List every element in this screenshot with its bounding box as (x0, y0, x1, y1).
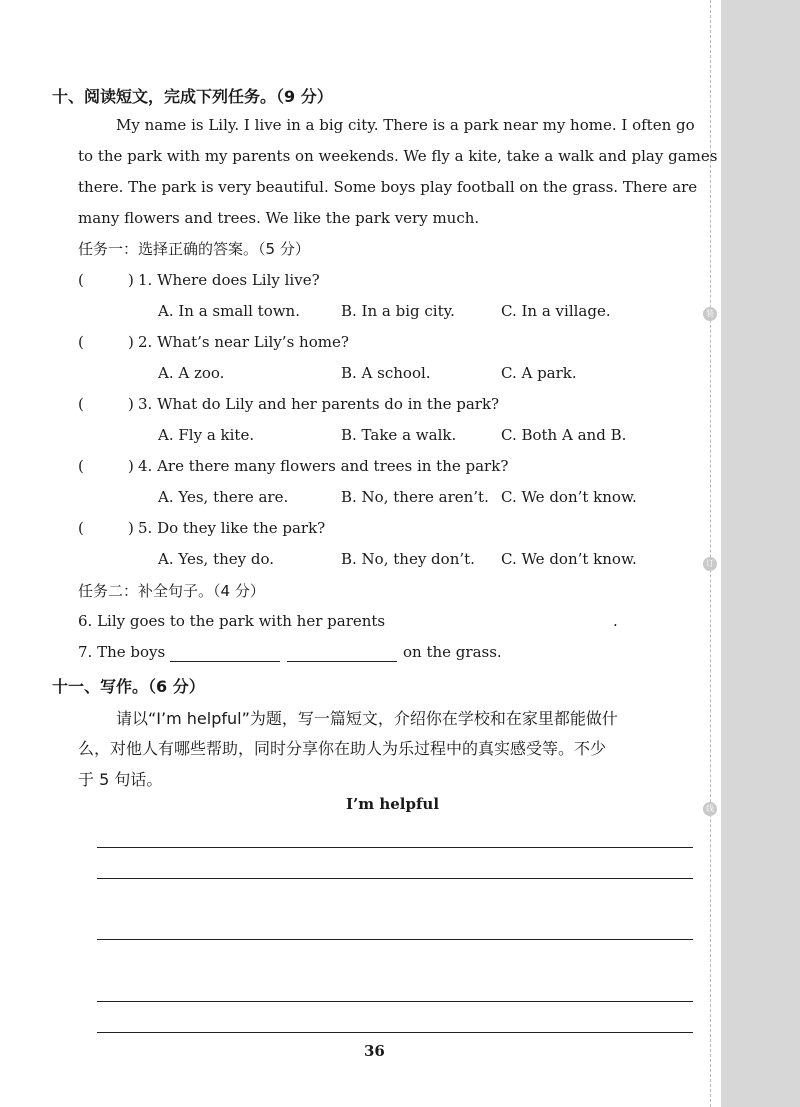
answer-paren-close: ) (128, 457, 134, 475)
option-c: C. Both A and B. (501, 426, 627, 444)
option-b: B. Take a walk. (341, 426, 457, 444)
task-2-title: 任务二：补全句子。（4 分） (78, 582, 265, 600)
answer-paren-open: ( (78, 457, 84, 475)
writing-prompt-line: 请以“I’m helpful”为题，写一篇短文，介绍你在学校和在家里都能做什 (116, 709, 618, 728)
answer-paren-open: ( (78, 519, 84, 537)
option-c: C. In a village. (501, 302, 611, 320)
binding-mark: 订 (703, 557, 717, 571)
question-text: 2. What’s near Lily’s home? (138, 333, 349, 351)
binding-mark: 线 (703, 802, 717, 816)
writing-prompt-line: 么，对他人有哪些帮助，同时分享你在助人为乐过程中的真实感受等。不少 (78, 739, 607, 758)
answer-blank[interactable] (287, 661, 397, 662)
writing-line[interactable] (97, 878, 693, 879)
section-10-title: 十、阅读短文，完成下列任务。（9 分） (52, 87, 333, 106)
writing-line[interactable] (97, 1001, 693, 1002)
option-a: A. A zoo. (158, 364, 225, 382)
page-number: 36 (364, 1042, 385, 1060)
option-a: A. In a small town. (158, 302, 300, 320)
answer-paren-close: ) (128, 395, 134, 413)
answer-paren-open: ( (78, 271, 84, 289)
answer-blank[interactable] (170, 661, 280, 662)
task-1-title: 任务一：选择正确的答案。（5 分） (78, 240, 310, 258)
essay-title: I’m helpful (346, 795, 440, 813)
answer-paren-open: ( (78, 395, 84, 413)
sentence-6: 6. Lily goes to the park with her parents (78, 612, 386, 630)
option-a: A. Fly a kite. (158, 426, 255, 444)
margin-strip (721, 0, 800, 1107)
answer-paren-close: ) (128, 519, 134, 537)
question-text: 1. Where does Lily live? (138, 271, 320, 289)
writing-line[interactable] (97, 1032, 693, 1033)
option-b: B. No, they don’t. (341, 550, 475, 568)
option-a: A. Yes, they do. (158, 550, 275, 568)
option-b: B. No, there aren’t. (341, 488, 489, 506)
writing-line[interactable] (97, 939, 693, 940)
sentence-6-end: . (613, 612, 618, 630)
binding-mark: 装 (703, 307, 717, 321)
answer-paren-close: ) (128, 271, 134, 289)
question-text: 5. Do they like the park? (138, 519, 326, 537)
passage-line: there. The park is very beautiful. Some boys play football on the grass. There are (78, 178, 698, 196)
option-c: C. We don’t know. (501, 488, 637, 506)
option-c: C. A park. (501, 364, 577, 382)
option-a: A. Yes, there are. (158, 488, 289, 506)
section-11-title: 十一、写作。（6 分） (52, 677, 205, 696)
question-text: 4. Are there many flowers and trees in the park? (138, 457, 509, 475)
answer-paren-open: ( (78, 333, 84, 351)
passage-line: many flowers and trees. We like the park very much. (78, 209, 480, 227)
writing-line[interactable] (97, 847, 693, 848)
passage-line: to the park with my parents on weekends. We fly a kite, take a walk and play games (78, 147, 718, 165)
passage-line: My name is Lily. I live in a big city. There is a park near my home. I often go (116, 116, 695, 134)
option-b: B. A school. (341, 364, 431, 382)
question-text: 3. What do Lily and her parents do in the park? (138, 395, 500, 413)
option-c: C. We don’t know. (501, 550, 637, 568)
option-b: B. In a big city. (341, 302, 455, 320)
sentence-7-end: on the grass. (403, 643, 502, 661)
answer-paren-close: ) (128, 333, 134, 351)
sentence-7-start: 7. The boys (78, 643, 166, 661)
writing-prompt-line: 于 5 句话。 (78, 770, 163, 789)
